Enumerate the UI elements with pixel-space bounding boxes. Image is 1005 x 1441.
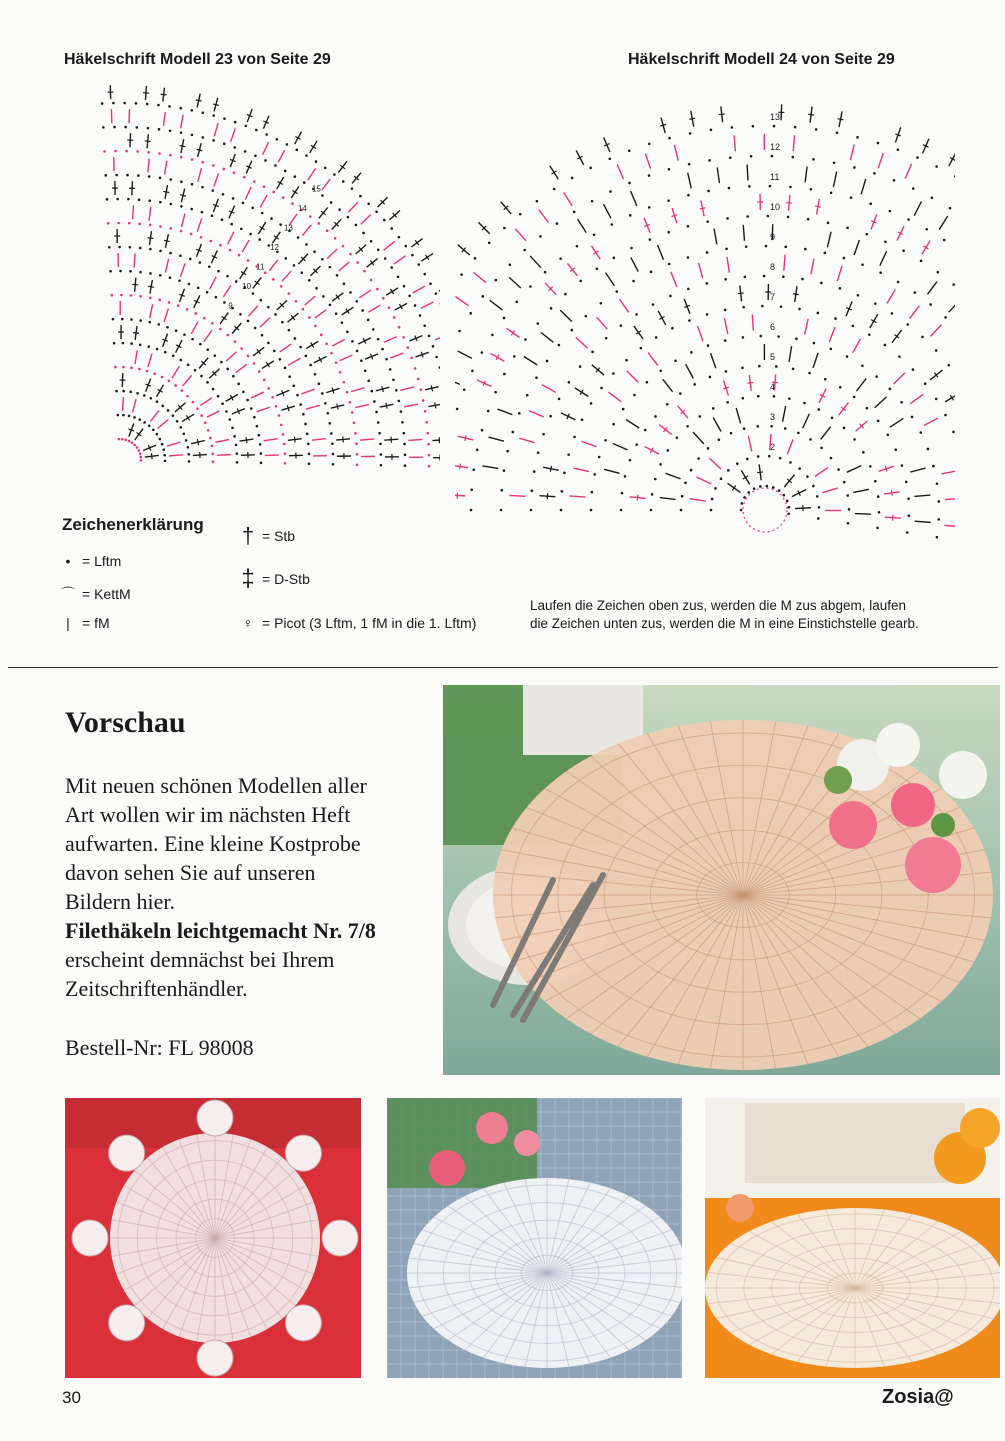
legend-title: Zeichenerklärung [62, 515, 204, 534]
svg-text:14: 14 [297, 204, 307, 214]
preview-heading: Vorschau [65, 706, 186, 739]
single-crochet-icon: | [66, 615, 70, 631]
legend-item-picot [240, 615, 476, 631]
svg-text:8: 8 [770, 262, 776, 272]
svg-text:2: 2 [770, 442, 776, 452]
legend-item-stb [240, 523, 295, 549]
legend-text: = fM [82, 615, 110, 631]
svg-text:4: 4 [770, 382, 776, 392]
legend-item-lftm [60, 553, 121, 569]
svg-text:11: 11 [256, 262, 265, 272]
double-crochet-icon: † [241, 523, 255, 548]
legend-item-kettm [60, 584, 131, 604]
svg-text:5: 5 [770, 352, 776, 362]
legend-text: = D-Stb [262, 571, 310, 587]
svg-text:10: 10 [770, 202, 781, 212]
legend-text: = KettM [82, 586, 131, 602]
legend-text: = Picot (3 Lftm, 1 fM in die 1. Lftm) [262, 615, 477, 631]
credit-text: Zosia@ [882, 1386, 954, 1408]
svg-text:12: 12 [270, 243, 279, 253]
svg-text:9: 9 [770, 232, 776, 242]
chart-header-model-24: Häkelschrift Modell 24 von Seite 29 [628, 51, 895, 68]
legend-note [530, 597, 919, 633]
photo-white-pink-doily [387, 1098, 682, 1378]
svg-text:10: 10 [242, 282, 252, 292]
legend-note-line-2: die Zeichen unten zus, werden die M in eine Einstichstelle gearb. [530, 616, 919, 631]
order-number: Bestell-Nr: FL 98008 [65, 1035, 254, 1060]
svg-text:3: 3 [770, 412, 776, 422]
svg-text:6: 6 [770, 322, 776, 332]
legend-text: = Lftm [82, 553, 122, 569]
picot-icon: ♀ [242, 615, 254, 631]
crochet-chart-model-24 [455, 80, 955, 580]
preview-magazine-title: Filethäkeln leichtgemacht Nr. 7/8 [65, 918, 376, 943]
legend-note-line-1: Laufen die Zeichen oben zus, werden die M zus abgem, laufen [530, 598, 906, 613]
svg-text:15: 15 [311, 184, 321, 194]
legend-item-d-stb [240, 565, 310, 593]
treble-crochet-icon: ‡ [241, 565, 255, 592]
preview-line: Art wollen wir im nächsten Heft [65, 802, 351, 827]
crochet-chart-model-23 [60, 80, 440, 500]
page-number: 30 [62, 1388, 81, 1407]
section-divider [8, 667, 998, 668]
photo-rose-motif-doily [65, 1098, 361, 1378]
photo-peach-doily [443, 685, 1000, 1075]
chain-stitch-icon: • [65, 553, 71, 569]
svg-text:13: 13 [284, 223, 293, 233]
preview-line: erscheint demnächst bei Ihrem [65, 947, 335, 972]
preview-line: Mit neuen schönen Modellen aller [65, 773, 367, 798]
chart-header-model-23: Häkelschrift Modell 23 von Seite 29 [64, 51, 331, 68]
preview-line: Zeitschriftenhändler. [65, 976, 248, 1001]
svg-text:12: 12 [770, 142, 781, 152]
svg-text:9: 9 [228, 301, 233, 311]
preview-line: davon sehen Sie auf unseren [65, 860, 316, 885]
preview-body [65, 771, 435, 1003]
svg-text:7: 7 [770, 292, 776, 302]
legend-text: = Stb [262, 528, 296, 544]
preview-line: aufwarten. Eine kleine Kostprobe [65, 831, 361, 856]
legend-item-fm [60, 615, 110, 631]
svg-text:13: 13 [770, 112, 781, 122]
preview-line: Bildern hier. [65, 889, 175, 914]
slip-stitch-icon: ⌒ [61, 586, 75, 602]
photo-orange-oval-doily [705, 1098, 1000, 1378]
svg-text:11: 11 [770, 172, 780, 182]
